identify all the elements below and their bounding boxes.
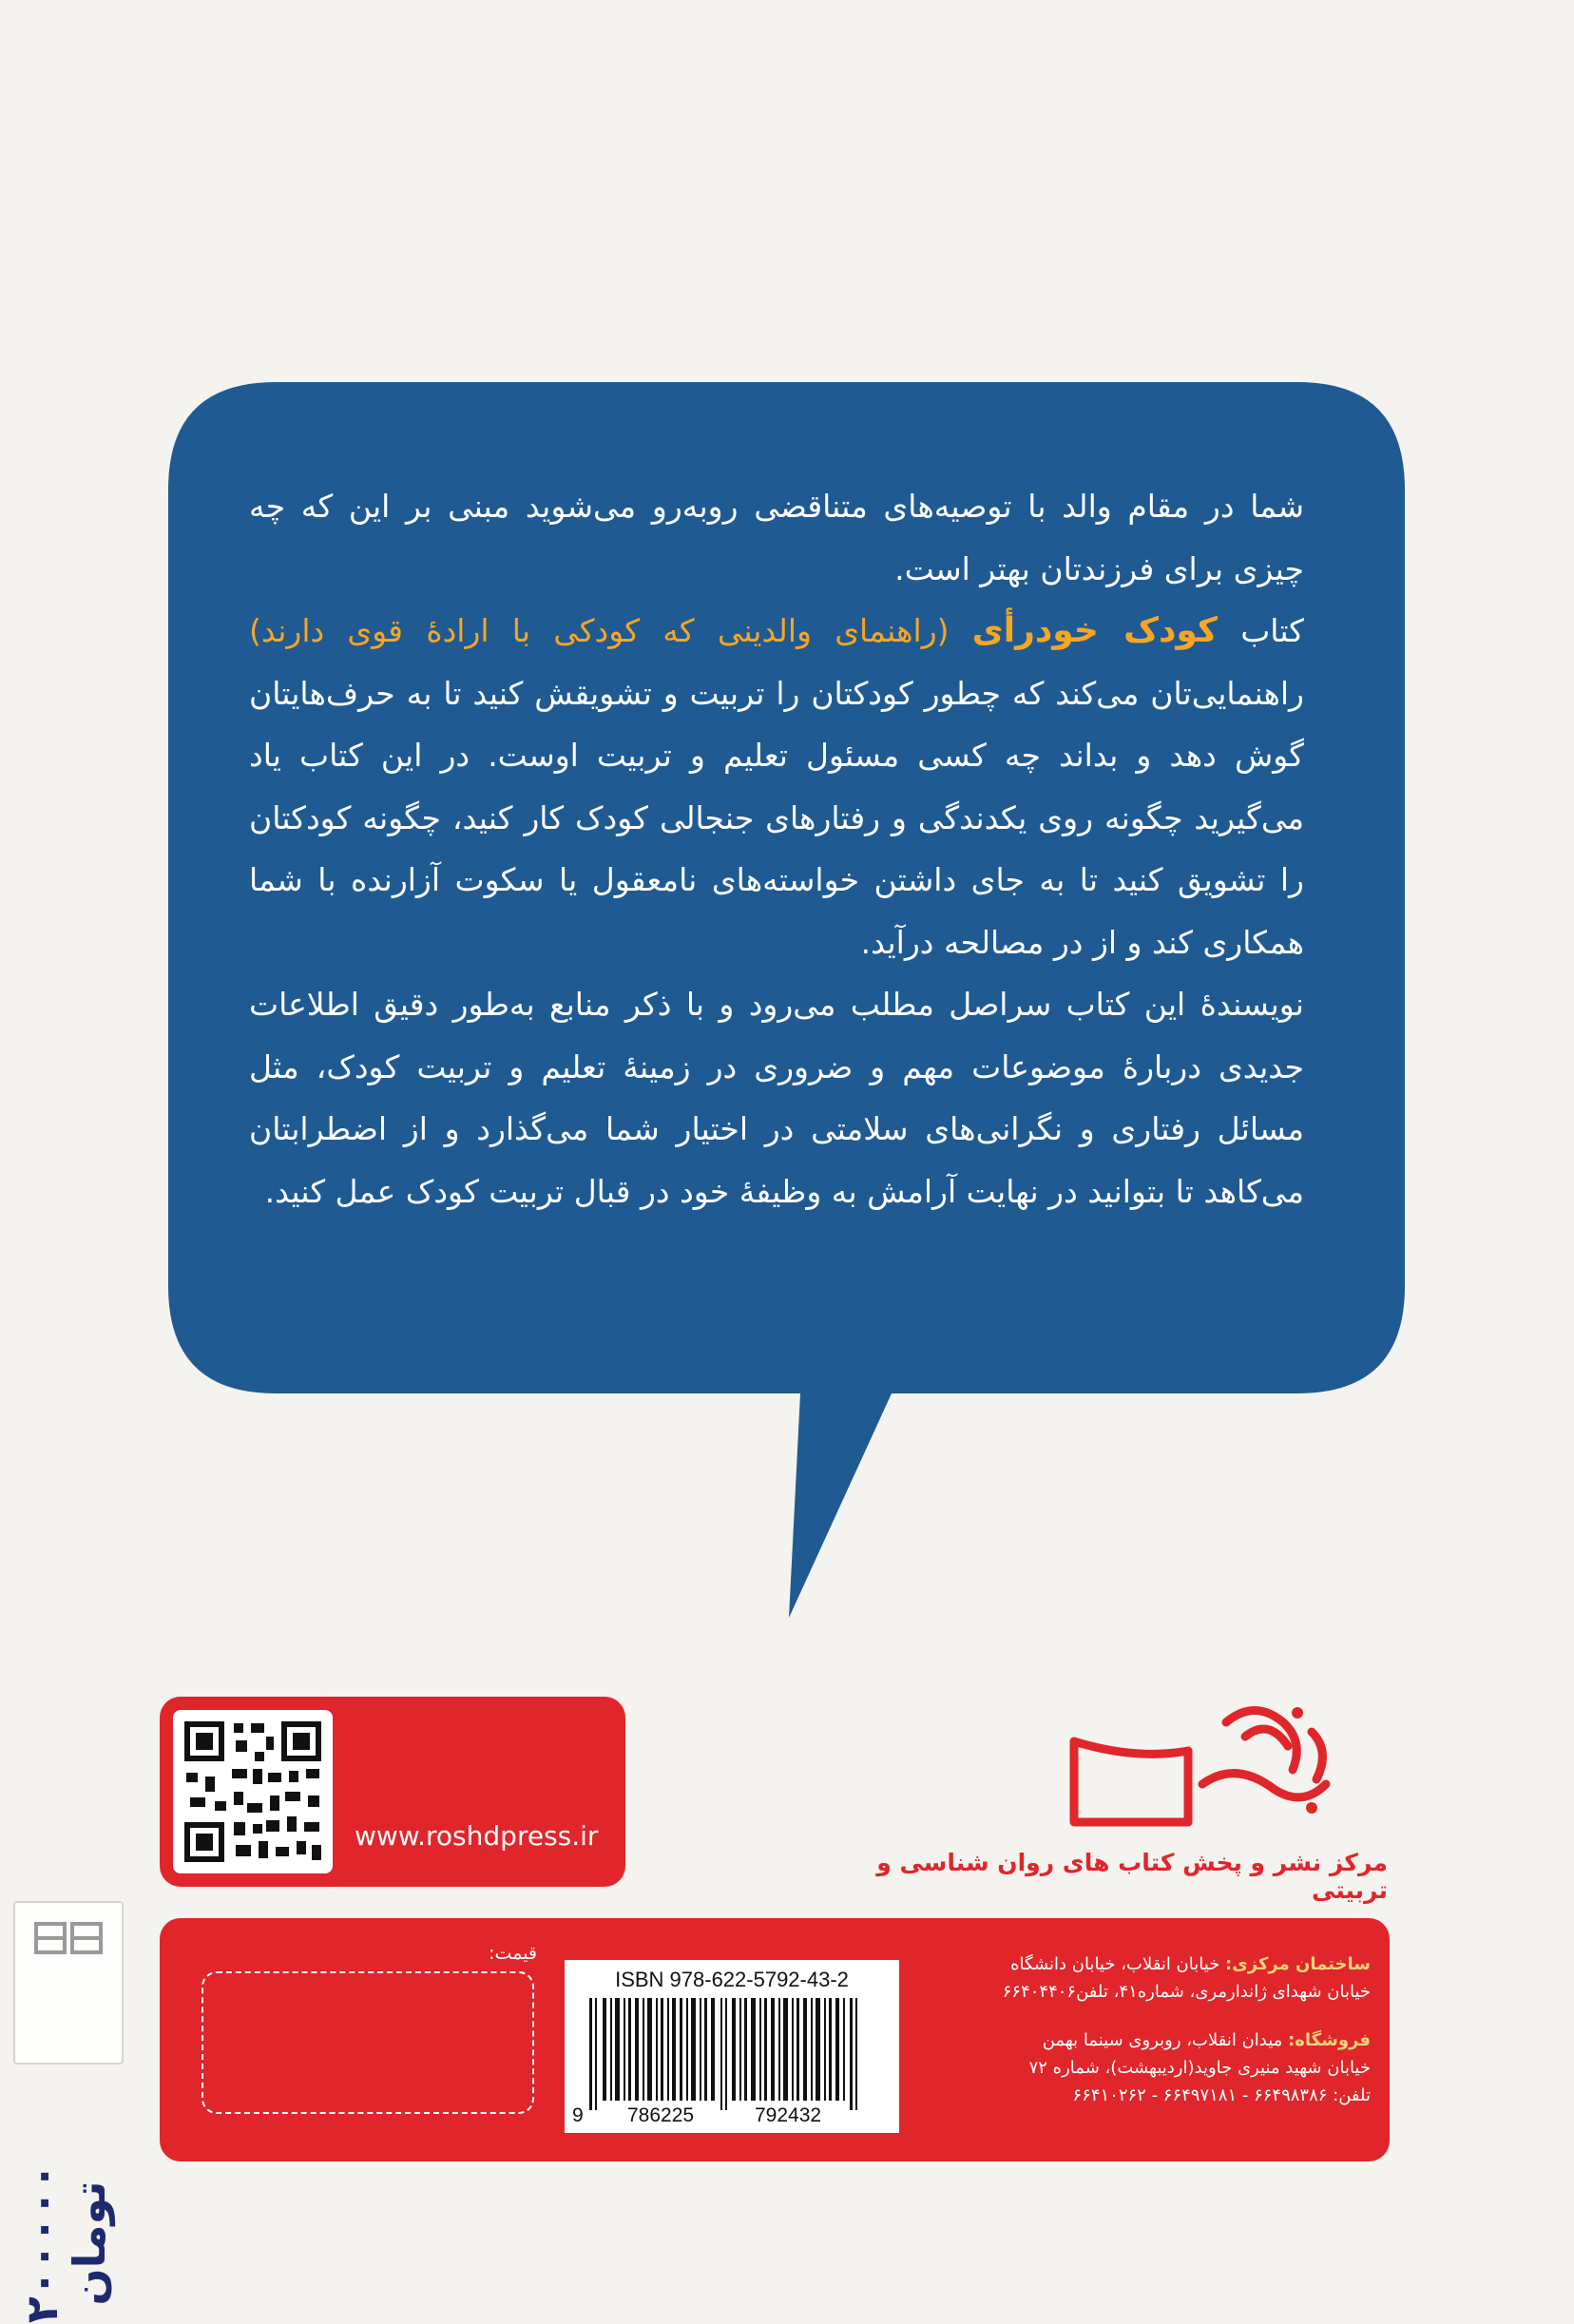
book-subtitle: (راهنمای والدینی که کودکی با ارادهٔ قوی دارند) xyxy=(249,612,950,649)
handwritten-price: ۲۰۰۰۰۰ تومان xyxy=(16,2162,115,2324)
qr-code xyxy=(173,1710,333,1873)
barcode-icon xyxy=(565,1960,899,2133)
isbn-text: ISBN 978-622-5792-43-2 xyxy=(615,1968,849,1991)
shop-label: فروشگاه: xyxy=(1288,2030,1371,2050)
blurb-book-prefix: کتاب xyxy=(1240,612,1304,649)
shop-line-2: خیابان شهید منیری جاوید(اردیبهشت)، شماره ۷۲ xyxy=(1028,2058,1371,2078)
hq-label: ساختمان مرکزی: xyxy=(1225,1954,1371,1974)
isbn-digit-group: 9 xyxy=(572,2104,584,2126)
library-logo-icon xyxy=(15,1903,122,1998)
price-box xyxy=(202,1971,534,2114)
shop-line-1: میدان انقلاب، روبروی سینما بهمن xyxy=(1042,2030,1283,2050)
blurb-paragraph-1: شما در مقام والد با توصیه‌های متناقضی روبه‌رو می‌شوید مبنی بر این که چه چیزی برای فرزندتان بهتر است. xyxy=(249,488,1304,587)
isbn-barcode xyxy=(565,1960,899,2133)
qr-badge xyxy=(160,1697,625,1887)
book-title: کودک خودرأی xyxy=(971,611,1218,650)
price-label: قیمت: xyxy=(489,1943,537,1964)
blurb-text xyxy=(249,475,1304,1222)
isbn-digit-group: 786225 xyxy=(627,2104,695,2126)
blurb-paragraph-2-rest: راهنمایی‌تان می‌کند که چطور کودکتان را تربیت و تشویقش کنید تا به حرف‌هایتان گوش دهد و بداند چه کسی مسئول تعلیم و تربیت اوست. در این کتاب یاد می‌گیرید چگونه روی یکدندگی و رفتارهای جنجالی کودک کار کنید، چگونه کودکتان را تشویق کنید تا به جای داشتن خواسته‌های نامعقول یا سکوت آزارنده با شما همکاری کند و از در مصالحه درآید. xyxy=(249,674,1304,961)
address-shop xyxy=(914,2026,1371,2109)
hq-line-2: خیابان شهدای ژاندارمری، شماره۴۱، تلفن۶۶۴۰۴۴۰۶ xyxy=(1002,1982,1371,2002)
library-sticker xyxy=(13,1901,124,2065)
website-url[interactable]: www.roshdpress.ir xyxy=(355,1820,599,1852)
isbn-digit-group: 792432 xyxy=(755,2104,822,2126)
hq-line-1: خیابان انقلاب، خیابان دانشگاه xyxy=(1010,1954,1220,1974)
qr-code-icon xyxy=(173,1710,333,1873)
book-logo-icon xyxy=(1055,1694,1340,1836)
shop-phones: تلفن: ۶۶۴۹۸۳۸۶ - ۶۶۴۹۷۱۸۱ - ۶۶۴۱۰۲۶۲ xyxy=(1072,2085,1371,2105)
blurb-paragraph-2 xyxy=(249,600,1304,973)
publisher-tagline: مرکز نشر و پخش کتاب های روان شناسی و تربیتی xyxy=(876,1849,1388,1904)
address-hq xyxy=(914,1950,1371,2006)
blurb-paragraph-3: نویسندهٔ این کتاب سراصل مطلب می‌رود و با ذکر منابع به‌طور دقیق اطلاعات جدیدی دربارهٔ موضوعات مهم و ضروری در زمینهٔ تعلیم و تربیت کودک، مثل مسائل رفتاری و نگرانی‌های سلامتی در اختیار شما می‌گذارد و از اضطرابتان می‌کاهد تا بتوانید در نهایت آرامش به وظیفهٔ خود در قبال تربیت کودک عمل کنید. xyxy=(249,986,1304,1210)
